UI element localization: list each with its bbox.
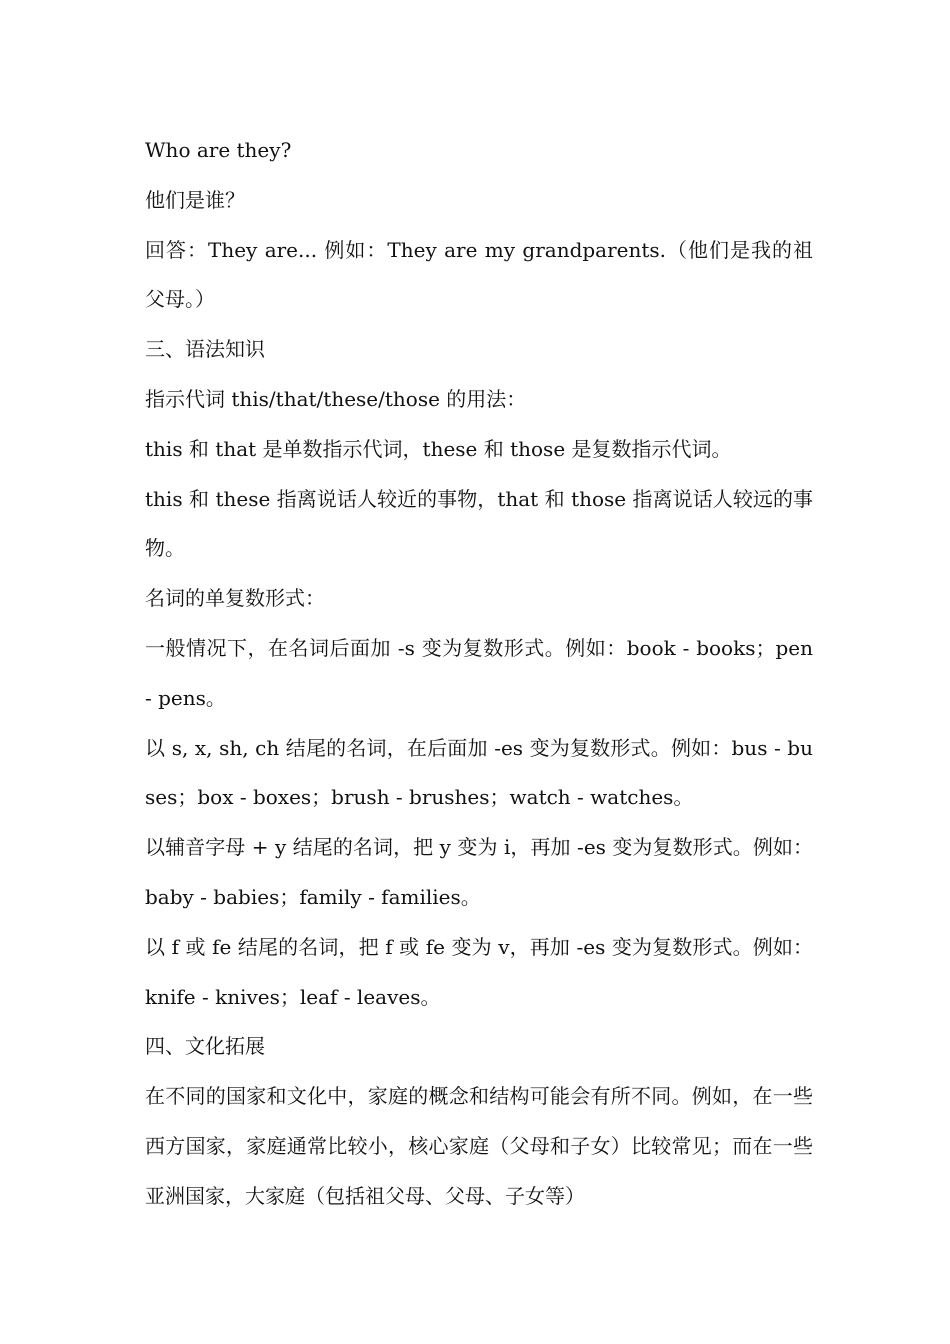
paragraph-demonstratives-number: this 和 that 是单数指示代词，these 和 those 是复数指示代词。: [145, 436, 732, 461]
paragraph-question-english: Who are they?: [145, 138, 292, 162]
paragraph-plural-intro: 名词的单复数形式：: [145, 586, 325, 611]
paragraph-demonstratives-intro: 指示代词 this/that/these/those 的用法：: [145, 386, 527, 411]
paragraph-culture-family: 在不同的国家和文化中，家庭的概念和结构可能会有所不同。例如，在一些西方国家，家庭通常比较小，核心家庭（父母和子女）比较常见；而在一些亚洲国家，大家庭（包括祖父母、父母、子女等）: [145, 1084, 813, 1208]
paragraph-answer-example: 回答：They are... 例如：They are my grandparents.（他们是我的祖父母。）: [145, 237, 813, 312]
section-heading-grammar: 三、语法知识: [145, 337, 265, 362]
paragraph-demonstratives-distance: this 和 these 指离说话人较近的事物，that 和 those 指离说话人较远的事物。: [145, 486, 813, 561]
paragraph-plural-rule-f: 以 f 或 fe 结尾的名词，把 f 或 fe 变为 v，再加 -es 变为复数形式。例如：knife - knives；leaf - leaves。: [145, 934, 813, 1009]
paragraph-plural-rule-y: 以辅音字母 + y 结尾的名词，把 y 变为 i，再加 -es 变为复数形式。例如：baby - babies；family - families。: [145, 835, 813, 909]
paragraph-question-chinese: 他们是谁？: [145, 187, 245, 212]
section-heading-culture: 四、文化拓展: [145, 1034, 265, 1059]
document-body: [145, 126, 813, 1222]
paragraph-plural-rule-s: 一般情况下，在名词后面加 -s 变为复数形式。例如：book - books；pen - pens。: [145, 635, 813, 710]
paragraph-plural-rule-es: 以 s, x, sh, ch 结尾的名词，在后面加 -es 变为复数形式。例如：bus - buses；box - boxes；brush - brushes；watch - watches。: [145, 735, 813, 810]
